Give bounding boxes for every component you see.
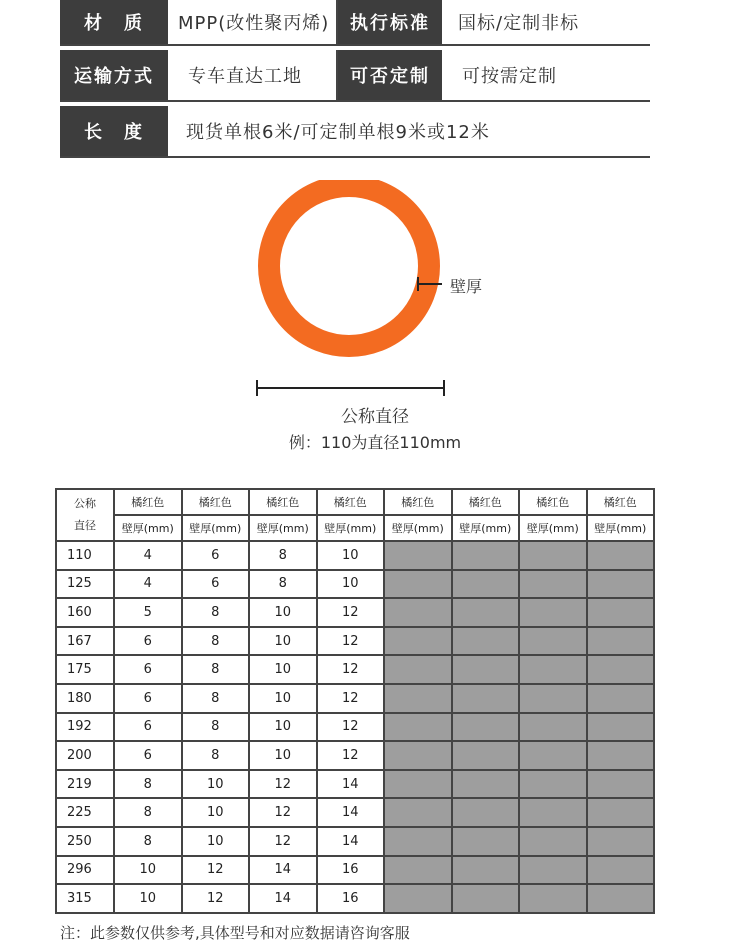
empty-cell: [519, 655, 587, 684]
color-header: 橘红色: [519, 489, 587, 515]
empty-cell: [384, 856, 452, 885]
empty-cell: [587, 741, 655, 770]
wall-value-cell: 8: [114, 798, 182, 827]
empty-cell: [452, 770, 520, 799]
color-header: 橘红色: [249, 489, 317, 515]
wall-value-cell: 12: [317, 598, 385, 627]
empty-cell: [384, 713, 452, 742]
wall-thickness-header: 壁厚(mm): [182, 515, 250, 541]
wall-value-cell: 12: [317, 741, 385, 770]
wall-value-cell: 14: [317, 770, 385, 799]
wall-value-cell: 14: [317, 798, 385, 827]
empty-cell: [587, 627, 655, 656]
wall-thickness-table: [55, 488, 655, 914]
wall-value-cell: 6: [114, 741, 182, 770]
table-row: [56, 884, 654, 913]
wall-value-cell: 10: [249, 655, 317, 684]
spec-row-material: [60, 0, 650, 46]
wall-value-cell: 10: [249, 684, 317, 713]
empty-cell: [587, 541, 655, 570]
wall-value-cell: 14: [317, 827, 385, 856]
empty-cell: [587, 713, 655, 742]
empty-cell: [384, 541, 452, 570]
wall-value-cell: 10: [249, 627, 317, 656]
wall-value-cell: 10: [114, 856, 182, 885]
empty-cell: [587, 827, 655, 856]
wall-value-cell: 4: [114, 541, 182, 570]
wall-value-cell: 8: [182, 684, 250, 713]
wall-value-cell: 8: [182, 598, 250, 627]
diameter-cell: 180: [56, 684, 114, 713]
wall-thickness-label: 壁厚: [450, 277, 483, 296]
empty-cell: [384, 798, 452, 827]
length-value: 现货单根6米/可定制单根9米或12米: [168, 106, 650, 156]
empty-cell: [519, 770, 587, 799]
wall-value-cell: 10: [249, 741, 317, 770]
wall-value-cell: 6: [114, 655, 182, 684]
table-row: [56, 655, 654, 684]
table-row: [56, 798, 654, 827]
wall-value-cell: 5: [114, 598, 182, 627]
wall-value-cell: 8: [249, 541, 317, 570]
wall-thickness-header: 壁厚(mm): [114, 515, 182, 541]
empty-cell: [384, 827, 452, 856]
empty-cell: [452, 827, 520, 856]
wall-value-cell: 14: [249, 884, 317, 913]
wall-value-cell: 8: [182, 627, 250, 656]
table-row: [56, 770, 654, 799]
wall-value-cell: 10: [182, 798, 250, 827]
empty-cell: [519, 541, 587, 570]
disclaimer-note: 注：此参数仅供参考,具体型号和对应数据请咨询客服: [60, 924, 410, 942]
diameter-cell: 200: [56, 741, 114, 770]
diameter-cell: 167: [56, 627, 114, 656]
empty-cell: [384, 627, 452, 656]
table-row: [56, 827, 654, 856]
table-header-row: [56, 489, 654, 515]
table-row: [56, 598, 654, 627]
transport-label: 运输方式: [60, 50, 168, 100]
length-label: 长 度: [60, 106, 168, 156]
wall-value-cell: 12: [249, 798, 317, 827]
wall-value-cell: 12: [317, 684, 385, 713]
wall-value-cell: 10: [249, 598, 317, 627]
color-header: 橘红色: [114, 489, 182, 515]
wall-value-cell: 12: [249, 827, 317, 856]
empty-cell: [384, 884, 452, 913]
diameter-cell: 250: [56, 827, 114, 856]
diameter-cell: 296: [56, 856, 114, 885]
wall-value-cell: 12: [317, 627, 385, 656]
table-row: [56, 684, 654, 713]
empty-cell: [587, 798, 655, 827]
empty-cell: [452, 627, 520, 656]
empty-cell: [452, 684, 520, 713]
diameter-example: 例：110为直径110mm: [288, 433, 462, 452]
pipe-ring: [269, 186, 429, 346]
diameter-cell: 225: [56, 798, 114, 827]
empty-cell: [452, 655, 520, 684]
wall-value-cell: 10: [114, 884, 182, 913]
color-header: 橘红色: [384, 489, 452, 515]
empty-cell: [519, 856, 587, 885]
wall-value-cell: 12: [182, 856, 250, 885]
empty-cell: [452, 856, 520, 885]
wall-value-cell: 10: [317, 541, 385, 570]
wall-value-cell: 6: [114, 684, 182, 713]
diameter-cell: 160: [56, 598, 114, 627]
empty-cell: [452, 798, 520, 827]
wall-value-cell: 10: [317, 570, 385, 599]
empty-cell: [384, 684, 452, 713]
wall-value-cell: 16: [317, 856, 385, 885]
wall-value-cell: 8: [182, 713, 250, 742]
wall-value-cell: 8: [182, 655, 250, 684]
wall-value-cell: 4: [114, 570, 182, 599]
table-row: [56, 627, 654, 656]
empty-cell: [452, 541, 520, 570]
empty-cell: [519, 713, 587, 742]
empty-cell: [452, 884, 520, 913]
empty-cell: [587, 655, 655, 684]
corner-bottom-text: 直径: [74, 519, 96, 532]
color-header: 橘红色: [317, 489, 385, 515]
corner-top-text: 公称: [74, 497, 96, 510]
wall-value-cell: 10: [182, 827, 250, 856]
diameter-cell: 175: [56, 655, 114, 684]
transport-value: 专车直达工地: [168, 50, 336, 100]
wall-value-cell: 6: [182, 570, 250, 599]
empty-cell: [519, 570, 587, 599]
wall-thickness-header: 壁厚(mm): [249, 515, 317, 541]
wall-value-cell: 10: [249, 713, 317, 742]
empty-cell: [452, 570, 520, 599]
material-label: 材 质: [60, 0, 168, 44]
empty-cell: [519, 684, 587, 713]
empty-cell: [519, 884, 587, 913]
empty-cell: [384, 741, 452, 770]
diameter-cell: 315: [56, 884, 114, 913]
table-row: [56, 713, 654, 742]
empty-cell: [384, 570, 452, 599]
empty-cell: [519, 798, 587, 827]
standard-value: 国标/定制非标: [442, 0, 650, 44]
nominal-diameter-header: [56, 489, 114, 541]
wall-value-cell: 8: [182, 741, 250, 770]
diameter-label: 公称直径: [341, 407, 409, 427]
pipe-diagram: [0, 180, 750, 460]
wall-value-cell: 6: [182, 541, 250, 570]
color-header: 橘红色: [452, 489, 520, 515]
empty-cell: [587, 684, 655, 713]
empty-cell: [452, 713, 520, 742]
wall-value-cell: 16: [317, 884, 385, 913]
wall-value-cell: 12: [249, 770, 317, 799]
empty-cell: [519, 827, 587, 856]
empty-cell: [587, 598, 655, 627]
wall-value-cell: 8: [114, 827, 182, 856]
empty-cell: [452, 741, 520, 770]
diameter-cell: 110: [56, 541, 114, 570]
standard-label: 执行标准: [338, 0, 442, 44]
diameter-cell: 219: [56, 770, 114, 799]
empty-cell: [384, 770, 452, 799]
wall-value-cell: 8: [249, 570, 317, 599]
empty-cell: [519, 741, 587, 770]
wall-thickness-header: 壁厚(mm): [587, 515, 655, 541]
diameter-cell: 192: [56, 713, 114, 742]
wall-value-cell: 10: [182, 770, 250, 799]
wall-value-cell: 12: [317, 655, 385, 684]
spec-row-transport: [60, 50, 650, 102]
spec-table: [60, 0, 650, 162]
empty-cell: [384, 655, 452, 684]
wall-value-cell: 14: [249, 856, 317, 885]
wall-value-cell: 6: [114, 713, 182, 742]
empty-cell: [587, 856, 655, 885]
wall-thickness-header: 壁厚(mm): [384, 515, 452, 541]
wall-thickness-header: 壁厚(mm): [519, 515, 587, 541]
table-subheader-row: [56, 515, 654, 541]
empty-cell: [452, 598, 520, 627]
material-value: MPP(改性聚丙烯): [168, 0, 336, 44]
empty-cell: [519, 598, 587, 627]
empty-cell: [587, 884, 655, 913]
table-row: [56, 856, 654, 885]
empty-cell: [587, 570, 655, 599]
wall-thickness-header: 壁厚(mm): [452, 515, 520, 541]
table-row: [56, 570, 654, 599]
empty-cell: [519, 627, 587, 656]
custom-label: 可否定制: [338, 50, 442, 100]
wall-value-cell: 12: [317, 713, 385, 742]
diameter-cell: 125: [56, 570, 114, 599]
color-header: 橘红色: [587, 489, 655, 515]
empty-cell: [587, 770, 655, 799]
wall-value-cell: 12: [182, 884, 250, 913]
custom-value: 可按需定制: [442, 50, 650, 100]
wall-thickness-header: 壁厚(mm): [317, 515, 385, 541]
spec-row-length: [60, 106, 650, 158]
wall-value-cell: 8: [114, 770, 182, 799]
table-row: [56, 541, 654, 570]
table-row: [56, 741, 654, 770]
wall-value-cell: 6: [114, 627, 182, 656]
empty-cell: [384, 598, 452, 627]
color-header: 橘红色: [182, 489, 250, 515]
